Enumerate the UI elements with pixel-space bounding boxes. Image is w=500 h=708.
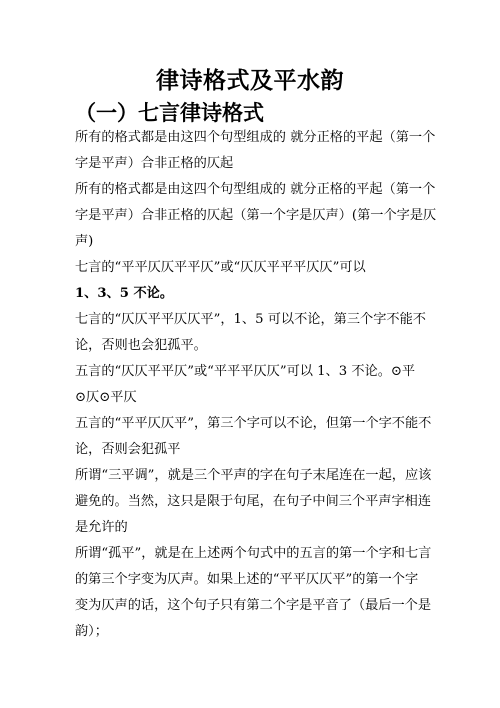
paragraph-line: 七言的“仄仄平平仄仄平”，1、5 可以不论，第三个字不能不 bbox=[75, 312, 426, 327]
paragraph-line: 五言的“仄仄平平仄”或“平平平仄仄”可以 1、3 不论。⊙平 bbox=[75, 364, 416, 379]
document-body bbox=[75, 125, 437, 645]
paragraph-line: 1、3、5 不论。 bbox=[75, 286, 174, 301]
paragraph-line: 所谓“孤平”，就是在上述两个句式中的五言的第一个字和七言 bbox=[75, 546, 432, 561]
paragraph-line: 声) bbox=[75, 234, 94, 249]
paragraph-line: 的第三个字变为仄声。如果上述的“平平仄仄平”的第一个字 bbox=[75, 572, 419, 587]
paragraph-line: 变为仄声的话，这个句子只有第二个字是平音了（最后一个是 bbox=[75, 598, 432, 613]
paragraph-line: ⊙仄⊙平仄 bbox=[75, 390, 137, 405]
paragraph-line: 韵）； bbox=[75, 624, 108, 639]
paragraph-line: 论，否则会犯孤平 bbox=[75, 442, 181, 457]
paragraph-line: 七言的“平平仄仄平平仄”或“仄仄平平平仄仄”可以 bbox=[75, 260, 366, 275]
paragraph-line: 所有的格式都是由这四个句型组成的 就分正格的平起（第一个 bbox=[75, 182, 436, 197]
paragraph-line: 字是平声）合非正格的仄起（第一个字是仄声）(第一个字是仄 bbox=[75, 208, 437, 223]
document-title: 律诗格式及平水韵 bbox=[156, 67, 344, 94]
paragraph-line: 论，否则也会犯孤平。 bbox=[75, 338, 207, 353]
paragraph-line: 是允许的 bbox=[75, 520, 128, 535]
paragraph-line: 所谓“三平调”，就是三个平声的字在句子末尾连在一起，应该 bbox=[75, 468, 432, 483]
paragraph-line: 所有的格式都是由这四个句型组成的 就分正格的平起（第一个 bbox=[75, 130, 436, 145]
paragraph-line: 避免的。当然，这只是限于句尾，在句子中间三个平声字相连 bbox=[75, 494, 432, 509]
paragraph-line: 五言的“平平仄仄平”，第三个字可以不论，但第一个字不能不 bbox=[75, 416, 432, 431]
section-heading: （一）七言律诗格式 bbox=[75, 100, 264, 125]
paragraph-line: 字是平声）合非正格的仄起 bbox=[75, 156, 234, 171]
